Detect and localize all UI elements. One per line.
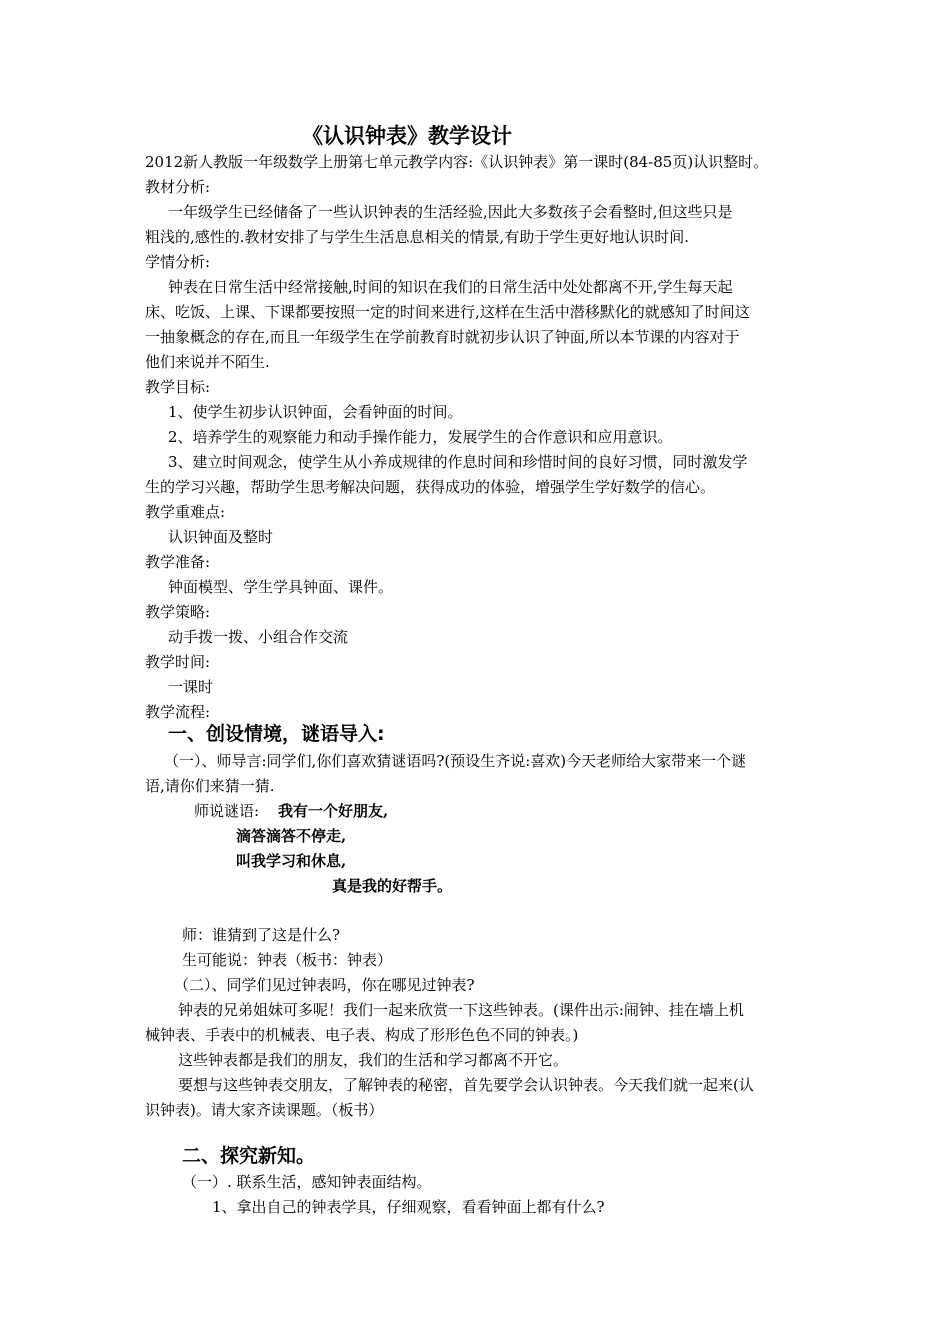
text-line: 械钟表、手表中的机械表、电子表、构成了形形色色不同的钟表。): [145, 1026, 579, 1044]
text-line: 认识钟面及整时: [168, 528, 274, 546]
riddle-line: 我有一个好朋友,: [278, 802, 389, 820]
text-line: 识钟表)。请大家齐读课题。（板书）: [145, 1101, 384, 1119]
text-line: 2、培养学生的观察能力和动手操作能力，发展学生的合作意识和应用意识。: [168, 428, 673, 446]
text-line: 一课时: [168, 678, 214, 696]
text-line: 教学准备:: [145, 553, 211, 571]
section-heading: 二、探究新知。: [182, 1145, 316, 1167]
text-line: 粗浅的,感性的.教材安排了与学生生活息息相关的情景,有助于学生更好地认识时间.: [145, 228, 690, 246]
text-line: 一年级学生已经储备了一些认识钟表的生活经验,因此大多数孩子会看整时,但这些只是: [168, 203, 733, 221]
text-line: 教学时间:: [145, 653, 211, 671]
riddle-line: 真是我的好帮手。: [332, 877, 453, 895]
text-line: 教学流程:: [145, 703, 211, 721]
text-line: （二）、同学们见过钟表吗，你在哪见过钟表?: [174, 976, 475, 994]
text-line: 要想与这些钟表交朋友，了解钟表的秘密，首先要学会认识钟表。今天我们就一起来(认: [178, 1076, 754, 1094]
text-line: 教学目标:: [145, 378, 211, 396]
text-line: 2012新人教版一年级数学上册第七单元教学内容:《认识钟表》第一课时(84-85页)认识整时。: [145, 153, 769, 171]
text-line: 学情分析:: [145, 253, 211, 271]
riddle-intro: 师说谜语:: [194, 802, 260, 820]
text-line: 教学重难点:: [145, 503, 226, 521]
text-line: 他们来说并不陌生.: [145, 353, 270, 371]
text-line: 师：谁猜到了这是什么?: [182, 926, 341, 944]
text-line: 一抽象概念的存在,而且一年级学生在学前教育时就初步认识了钟面,所以本节课的内容对于: [145, 328, 740, 346]
text-line: 1、使学生初步认识钟面，会看钟面的时间。: [168, 403, 463, 421]
text-line: 钟表在日常生活中经常接触,时间的知识在我们的日常生活中处处都离不开,学生每天起: [168, 278, 733, 296]
riddle-line: 滴答滴答不停走,: [236, 827, 347, 845]
text-line: 钟面模型、学生学具钟面、课件。: [168, 578, 394, 596]
riddle-line: 叫我学习和休息,: [236, 852, 347, 870]
text-line: 钟表的兄弟姐妹可多呢！我们一起来欣赏一下这些钟表。(课件出示:闹钟、挂在墙上机: [178, 1001, 744, 1019]
text-line: （一）、师导言:同学们,你们喜欢猜谜语吗?(预设生齐说:喜欢)今天老师给大家带来一个谜: [164, 752, 747, 770]
text-line: 床、吃饭、上课、下课都要按照一定的时间来进行,这样在生活中潜移默化的就感知了时间这: [145, 303, 750, 321]
text-line: 生可能说：钟表（板书：钟表）: [182, 951, 393, 969]
text-line: 生的学习兴趣，帮助学生思考解决问题，获得成功的体验，增强学生学好数学的信心。: [145, 478, 716, 496]
text-line: 1、拿出自己的钟表学具，仔细观察，看看钟面上都有什么?: [212, 1198, 605, 1216]
section-heading: 一、创设情境，谜语导入:: [168, 723, 385, 745]
text-line: （一）. 联系生活，感知钟表面结构。: [182, 1173, 432, 1191]
text-line: 语,请你们来猜一猜.: [145, 777, 275, 795]
doc-title: 《认识钟表》教学设计: [302, 124, 512, 148]
text-line: 这些钟表都是我们的朋友，我们的生活和学习都离不开它。: [178, 1051, 569, 1069]
text-line: 动手拨一拨、小组合作交流: [168, 628, 349, 646]
text-line: 3、建立时间观念，使学生从小养成规律的作息时间和珍惜时间的良好习惯，同时激发学: [168, 453, 748, 471]
text-line: 教材分析:: [145, 178, 211, 196]
text-line: 教学策略:: [145, 603, 211, 621]
